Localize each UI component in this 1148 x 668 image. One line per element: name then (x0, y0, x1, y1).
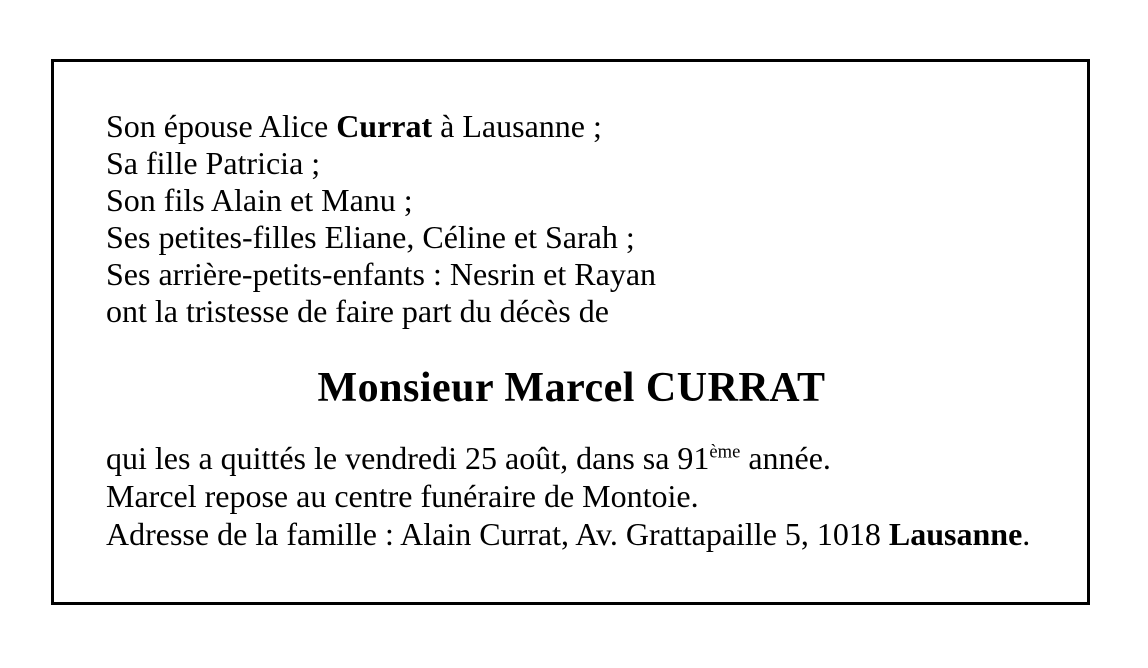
family-line-3: Son fils Alain et Manu ; (106, 182, 413, 218)
details-line-3-pre: Adresse de la famille : Alain Currat, Av. Grattapaille 5, 1018 (106, 516, 889, 552)
ordinal-superscript: ème (709, 441, 741, 463)
family-line-1 (106, 108, 602, 144)
details-line-1-pre: qui les a quittés le vendredi 25 août, dans sa 91 (106, 440, 710, 476)
family-line-2: Sa fille Patricia ; (106, 145, 321, 181)
details-line-3 (106, 516, 1030, 552)
family-line-5: Ses arrière-petits-enfants : Nesrin et Rayan (106, 256, 657, 292)
details-line-2: Marcel repose au centre funéraire de Montoie. (106, 478, 699, 514)
family-line-4: Ses petites-filles Eliane, Céline et Sarah ; (106, 219, 635, 255)
details-line-1-post: année. (740, 440, 831, 476)
death-notice-card (51, 59, 1090, 605)
deceased-name-title: Monsieur Marcel CURRAT (317, 365, 826, 411)
family-surname-bold: Currat (336, 108, 433, 144)
details-line-3-post: . (1022, 516, 1031, 552)
family-line-1-post: à Lausanne ; (432, 108, 602, 144)
family-lines (106, 108, 1037, 330)
city-bold: Lausanne (888, 516, 1023, 552)
announcement-line: ont la tristesse de faire part du décès de (106, 293, 609, 329)
details-line-1 (106, 440, 831, 476)
details-lines (106, 439, 1037, 553)
family-line-1-pre: Son épouse Alice (106, 108, 337, 144)
